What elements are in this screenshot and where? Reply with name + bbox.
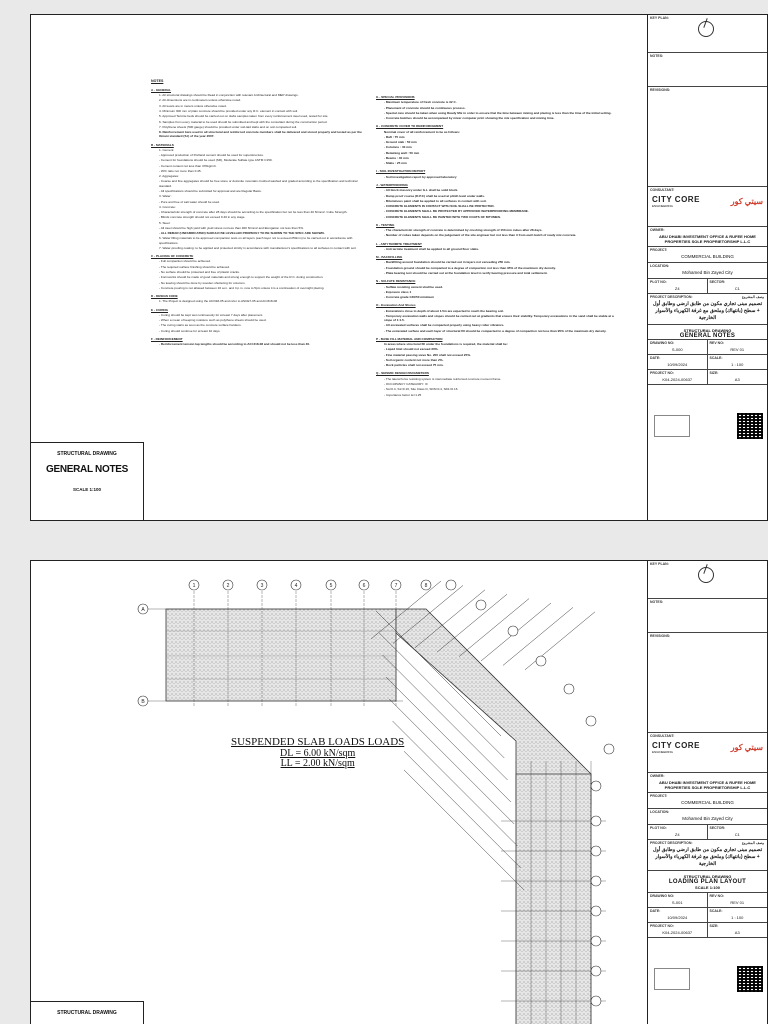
drawing-area	[31, 561, 649, 1024]
note-item: - Beams : 40 mm	[384, 155, 409, 160]
note-item: 5. Steel:	[159, 220, 171, 225]
revisions-cell	[648, 87, 767, 187]
key-plan-cell	[648, 561, 767, 599]
grid-bubble	[604, 744, 614, 754]
note-item: 6. Samples from every material to be used should be submitted and kept with the consultant during the construction period.	[159, 119, 328, 124]
grid-bubble	[564, 684, 574, 694]
project-value: COMMERCIAL BUILDING	[681, 800, 734, 806]
note-item: - ALL REBAR (UNFABRICATED) SHOULD BE LEVELLED PROPERLY TO BE SHOWN TO THE SPEC ARE SHOWN.	[159, 231, 325, 236]
brand-arabic: سيتي كور	[730, 743, 763, 752]
note-item: - Placement of concrete should be continuous process.	[384, 105, 466, 110]
drawing-info-grid	[648, 340, 767, 385]
note-item: - W/C ratio not more than 0.45.	[159, 168, 202, 173]
note-item: - Concrete batches should be accompanied by mixer computer print showing the mix specification and mixing time.	[384, 116, 555, 121]
plot-cell	[648, 825, 708, 840]
size-value: A3	[734, 376, 740, 382]
drawing-title-cell	[648, 871, 767, 893]
note-item: - Rock particles shall not exceed 75 mm.	[384, 363, 444, 368]
note-item: - Formworks should be made of good materials and strong enough to support the weight of the R.C. during construction.	[159, 275, 324, 280]
brand-arabic: سيتي كور	[730, 197, 763, 206]
right-notes-list	[376, 95, 614, 397]
owner-label: OWNER:	[650, 228, 665, 232]
project-cell	[648, 793, 767, 809]
note-item: - When a mean of keeping moisture such as polythene sheets should be used.	[159, 318, 267, 323]
plot-sector-row	[648, 825, 767, 840]
notes-column-right	[376, 91, 614, 397]
note-heading: B - MATERIALS	[151, 142, 174, 147]
note-heading: G - SPECIAL PROVISIONS	[376, 95, 415, 99]
note-heading: L - ANTI TERMITE TREATMENT	[376, 241, 422, 246]
grid-bubble	[591, 966, 601, 976]
consultant-cell	[648, 733, 767, 773]
rev-cell	[708, 893, 768, 908]
note-item: - Concrete grade C40/50 minimum	[384, 295, 435, 300]
key-plan-label: KEY PLAN:	[650, 16, 669, 20]
note-item: - Sulfate resisting cement shall be used.	[384, 284, 443, 289]
project-no-value: K04-2024-00637	[662, 929, 693, 935]
plan-line	[437, 594, 507, 652]
sector-label: SECTOR:	[709, 280, 726, 285]
plan-line	[393, 721, 518, 846]
drawing-category: STRUCTURAL DRAWING	[683, 873, 732, 879]
size-cell	[708, 923, 768, 938]
date-cell	[648, 908, 708, 923]
slab-loads-annotation	[231, 737, 404, 770]
brand-name: CITY CORE	[652, 195, 700, 204]
plot-cell	[648, 279, 708, 294]
scale-label: SCALE:	[709, 355, 723, 360]
title-box-category: STRUCTURAL DRAWING	[57, 451, 117, 457]
note-item: 6. Water filling materials to be approved compaction tests on all layers (each layer not to exceed 250mm) to be carried out in accordance with specifications.	[159, 236, 353, 245]
live-load: LL = 2.00 kN/sqm	[231, 759, 404, 770]
note-heading: E - CURING	[151, 307, 169, 312]
note-heading: I - SOIL INVESTIGATION REPORT	[376, 169, 426, 174]
drawing-title: LOADING PLAN LAYOUT	[668, 878, 747, 885]
north-arrow-icon	[698, 21, 714, 37]
grid-bubble	[586, 716, 596, 726]
slab-panel	[166, 609, 396, 701]
description-cell	[648, 294, 767, 324]
note-item: - Coarse and fine aggregates should be free stone or dolomite mountain crushed washed and graded according to the specification and technical standard.	[159, 179, 358, 188]
brand-subtitle: ENGINEERING	[652, 204, 674, 208]
title-box-title: GENERAL NOTES	[45, 464, 129, 475]
grid-label: B	[141, 698, 145, 705]
grid-bubble	[591, 936, 601, 946]
note-item: - Fine material passing sieve No. 200 shall not exceed 25%.	[384, 352, 471, 357]
note-heading: O - Excavation And Shores	[376, 303, 416, 308]
sector-value: C1	[734, 286, 740, 292]
location-label: LOCATION:	[650, 264, 670, 269]
sheet-title-box	[31, 1001, 144, 1024]
grid-bubble	[508, 626, 518, 636]
revisions-label: REVISIONS:	[650, 634, 671, 638]
note-item: - Excavations close to depth of about 1.5m are expected to reach the bearing soil.	[384, 308, 505, 313]
grid-label: 8	[424, 582, 428, 589]
note-item: - The required surface finishing should be achieved.	[159, 264, 230, 269]
note-item: - No surface should be protected and free of plastic cracks.	[159, 269, 240, 274]
note-item: 8. Reinforcement bars used in all structural and reinforced concrete members shall be delivered and stored properly and tested as per the Omani standard (S.I) of the year 2007.	[159, 130, 362, 139]
note-item: - OCCUPANCY CATEGORY: III	[384, 382, 428, 387]
note-item: - Damp proof course (D.P.C) shall be used at plinth level under walls.	[384, 193, 485, 198]
note-item: - Bituminous paint shall be applied to all surfaces in contact with soil.	[384, 198, 487, 203]
note-item: 4. Minimum 300 mm of plain concrete should be provided under any R.C. element in contact with soil.	[159, 109, 298, 114]
scale-value: 1 : 100	[731, 361, 744, 367]
drawing-scale-note: SCALE 1:100	[695, 884, 720, 890]
description-arabic: تصميم مبنى تجاري مكون من طابق ارضي وطابق أول + سطح (بانتهاك) وملحق مع غرفة الكهرباء والأسوار الخارجية	[652, 847, 763, 867]
note-item: - Soil investigation report by approved laboratory	[384, 174, 457, 179]
note-item: - Backfilling around foundation should be carried out in layers not exceeding 250 mm.	[384, 260, 511, 265]
description-label-arabic: وصف المشروع	[741, 295, 764, 300]
location-value: Mohamed Bin Zayed City	[682, 816, 733, 822]
note-heading: D - DESIGN CODE	[151, 294, 178, 299]
drawing-no-label: DRAWING NO:	[650, 340, 675, 345]
grid-bubble	[446, 580, 456, 590]
note-item: 1. All structural drawings should be Read in conjunction with relevant Architectural and MEP drawings.	[159, 93, 299, 98]
consultant-label: CONSULTANT:	[650, 734, 675, 738]
key-plan-cell	[648, 15, 767, 53]
size-value: A3	[734, 929, 740, 935]
size-label: SIZE:	[709, 370, 719, 375]
drawing-info-grid	[648, 893, 767, 938]
grid-bubble	[591, 996, 601, 1006]
drawing-no-label: DRAWING NO:	[650, 893, 675, 898]
grid-bubble	[591, 846, 601, 856]
note-item: - Liquid limit should not exceed 30%.	[384, 347, 439, 352]
grid-label: 4	[294, 582, 298, 589]
grid-bubble	[591, 906, 601, 916]
brand-name: CITY CORE	[652, 741, 700, 750]
plot-sector-row	[648, 279, 767, 294]
sheet-title-box	[31, 442, 144, 520]
north-arrow-icon	[698, 567, 714, 583]
left-notes-list	[151, 88, 371, 346]
note-item: 2. All dimensions are in centimeters unless otherwise noted.	[159, 98, 242, 103]
note-item: Nominal cover of all reinforcement to be as follows:	[384, 129, 460, 134]
plot-label: PLOT NO:	[650, 280, 667, 285]
dead-load: DL = 6.00 kN/sqm	[231, 749, 404, 760]
note-item: - Ground slab : 50 mm	[384, 140, 417, 145]
note-item: - Reinforcement tension lap lengths should be according to ACI 318-08 and should not be less than 40.	[159, 342, 310, 347]
rev-label: REV NO:	[709, 893, 725, 898]
title-box-scale: SCALE 1:100	[72, 487, 101, 492]
note-item: - Columns : 40 mm	[384, 145, 412, 150]
approval-stamp	[654, 968, 690, 990]
qr-code-icon	[737, 966, 763, 992]
note-item: - The curing starts as soon as the concrete surface hardens.	[159, 323, 242, 328]
date-label: DATE:	[650, 908, 661, 913]
project-no-cell	[648, 370, 708, 385]
note-item: 3. All levels are in meters unless otherwise noted.	[159, 103, 227, 108]
rev-value: REV 01	[730, 899, 745, 905]
note-item: - All excavated surfaces shall be compacted properly using heavy roller vibrators.	[384, 323, 505, 328]
notes-title: NOTES	[151, 79, 164, 83]
note-item: - Special care should be taken when using Ready Mix in order to ensure that the time between mixing and placing is less than the time of the initial setting.	[384, 110, 612, 115]
grid-bubble	[591, 781, 601, 791]
note-heading: J - WATERPROOFING	[376, 182, 408, 187]
title-box-category: STRUCTURAL DRAWING	[57, 1010, 117, 1016]
grid-label: A	[141, 606, 145, 613]
note-item: - Approved production of Portland cement should be used for superstructure.	[159, 153, 264, 158]
plot-value: Z4	[674, 286, 680, 292]
note-heading: K - TESTING	[376, 222, 395, 227]
note-item: - Ss=0.4, S1=0.16, Site Class D, SDS=0.4, SD1=0.16	[384, 387, 458, 392]
grid-bubble	[476, 600, 486, 610]
note-item: - All steel should be high yield with yield stress not less than 460 N/mm2 and Elongation not less than 5%.	[159, 225, 304, 230]
note-item: - Raft : 75 mm	[384, 134, 405, 139]
note-item: - Foundation ground should be compacted to a degree of compaction not less than 95% of the maximum dry density.	[384, 265, 556, 270]
note-item: - Curing should continue for at least 10 days.	[159, 328, 221, 333]
note-item: - Cement for foundations should be used (SR), Moderate Sulfate type ASTM C150.	[159, 158, 273, 163]
note-item: - Pure and free of salt water should be used.	[159, 199, 220, 204]
grid-label: 6	[362, 582, 366, 589]
scale-value: 1 : 100	[731, 914, 744, 920]
title-block	[647, 561, 767, 1024]
note-item: - Full compaction should be achieved.	[159, 259, 211, 264]
owner-value: ABU DHABI INVESTMENT OFFICE & RUFEE HOME PROPERTIES SOLE PROPRIETORSHIP L.L.C	[659, 234, 756, 245]
grid-label: 7	[394, 582, 398, 589]
description-label-arabic: وصف المشروع	[741, 841, 764, 846]
description-label: PROJECT DESCRIPTION:	[650, 295, 693, 300]
title-block	[647, 15, 767, 520]
note-item: 5. Approved Termite beds should be carried out on slabs samples taken from every reinforcement steel used, tested for site.	[159, 114, 329, 119]
project-no-value: K04-2024-00637	[662, 376, 693, 382]
grid-bubble	[536, 656, 546, 666]
drawing-sheet-loading-plan	[30, 560, 768, 1024]
note-heading: F - REINFORCEMENT	[151, 336, 183, 341]
note-item: - CONCRETE ELEMENTS IN CONTACT WITH SOIL SHALL BE PROTECTED.	[384, 204, 495, 209]
note-item: - Concrete pouring is not allowed between 10 a.m. and 4 p.m. now to 5pm unless it is a continuation of overnight placing.	[159, 285, 325, 290]
description-arabic: تصميم مبنى تجاري مكون من طابق ارضي وطابق أول + سطح (بانتهاك) وملحق مع غرفة الكهرباء والأسوار الخارجية	[652, 301, 763, 321]
note-item: 7. Water-proofing coating: to be applied and protected strictly in accordance with manufacturer's specifications to all surfaces in contact with soil.	[159, 245, 357, 250]
description-cell	[648, 840, 767, 870]
note-item: - The excavated surface and each layer of structural fill should be compacted to a degree of compaction not less than 95% of the maximum dry density.	[384, 328, 607, 333]
plan-line	[459, 599, 529, 657]
notes-column-left	[151, 79, 371, 346]
note-item: - All block masonry under G.L shall be solid block.	[384, 188, 459, 193]
owner-cell	[648, 227, 767, 247]
note-heading: C - PLACING OF CONCRETE	[151, 254, 194, 259]
date-cell	[648, 355, 708, 370]
revisions-label: REVISIONS:	[650, 88, 671, 92]
note-item: - Blinds concrete strength should not exceed 0.40 in any stage.	[159, 215, 246, 220]
note-heading: Q - SEISMIC DESIGN PARAMETERS	[376, 371, 429, 376]
plan-line	[525, 612, 595, 670]
owner-cell	[648, 773, 767, 793]
note-item: - CONCRETE ELEMENTS SHALL BE PROTECTED BY APPROVED WATERPROOFING MEMBRANE.	[384, 209, 529, 214]
project-cell	[648, 247, 767, 263]
notes-label: NOTES:	[650, 54, 664, 58]
note-item: - Cement content not less than 370kg/m3.	[159, 163, 217, 168]
note-item: - Anti termite treatment shall be applied to all ground floor slabs.	[384, 246, 479, 251]
note-item: - CONCRETE ELEMENTS SHALL BE PAINTED WITH TWO COATS OF BITUMEN.	[384, 214, 501, 219]
note-item: - Maximum temperature of fresh concrete is 32 C.	[384, 100, 457, 105]
drawing-no-value: S-000	[671, 346, 683, 352]
grid-label: 3	[260, 582, 264, 589]
grid-label: 2	[226, 582, 230, 589]
note-item: - Soil organic content not more than 2%.	[384, 357, 444, 362]
note-item: - Characteristic strength of concrete after 28 days should be according to the specification but not be less than 40 N/mm2. Cube Strength.	[159, 210, 348, 215]
note-item: - The characteristic strength of concrete is determined by crushing strength of 150 mm cubes after 28 days.	[384, 228, 543, 233]
note-heading: M - BACKFILLING	[376, 255, 403, 260]
note-heading: N - SULFATE RESISTANCE	[376, 279, 416, 284]
note-item: 1. The Project is designed using the ACI318-05 and refer to ASCE7-05 and ACI318-08	[159, 299, 278, 304]
scale-cell	[708, 355, 768, 370]
plan-line	[396, 743, 521, 868]
notes-label: NOTES:	[650, 600, 664, 604]
consultant-cell	[648, 187, 767, 227]
location-cell	[648, 263, 767, 279]
location-value: Mohamed Bin Zayed City	[682, 270, 733, 276]
date-value: 10/09/2024	[667, 914, 688, 920]
note-item: 3. Water:	[159, 194, 172, 199]
note-item: - Slabs : 25 mm	[384, 161, 407, 166]
drawing-title: GENERAL NOTES	[679, 332, 736, 339]
note-item: - Retaining wall : 50 mm	[384, 150, 420, 155]
sector-cell	[708, 279, 768, 294]
plot-value: Z4	[674, 832, 680, 838]
sector-label: SECTOR:	[709, 826, 726, 831]
project-no-cell	[648, 923, 708, 938]
scale-label: SCALE:	[709, 908, 723, 913]
note-heading: H - CONCRETE COVER TO REINFORCEMENT	[376, 124, 444, 129]
qr-code-icon	[737, 413, 763, 439]
drawing-no-cell	[648, 340, 708, 355]
project-no-label: PROJECT NO:	[650, 370, 674, 375]
note-item: - No leaving should be done by wooden shuttering for columns.	[159, 280, 246, 285]
note-item: - Exposure class 1	[384, 289, 412, 294]
revisions-cell	[648, 633, 767, 733]
grid-bubble	[591, 816, 601, 826]
location-cell	[648, 809, 767, 825]
project-no-label: PROJECT NO:	[650, 923, 674, 928]
grid-label: 5	[329, 582, 333, 589]
key-plan-label: KEY PLAN:	[650, 562, 669, 566]
brand-subtitle: ENGINEERING	[652, 750, 674, 754]
approval-stamp	[654, 415, 690, 437]
size-cell	[708, 370, 768, 385]
slab-panel	[516, 774, 591, 1024]
grid-bubble	[591, 876, 601, 886]
note-item: - The lateral force resisting system is intermediate reinforced concrete moment frame.	[384, 376, 502, 381]
note-item: 1. Cement:	[159, 147, 175, 152]
notes-cell	[648, 53, 767, 87]
note-item: In areas where structural fill under the foundations is required, the material shall be:	[384, 342, 508, 347]
location-label: LOCATION:	[650, 810, 670, 815]
note-item: - Number of cubes taken depends on the judgement of the site engineer but not less than 3 from each batch of ready mix concrete.	[384, 233, 577, 238]
rev-value: REV 01	[730, 346, 745, 352]
date-value: 10/09/2024	[667, 361, 688, 367]
drawing-no-value: S-001	[671, 899, 683, 905]
drawing-sheet-general-notes	[30, 14, 768, 521]
note-item: - Importance factor Ie=1.25	[384, 392, 422, 397]
consultant-label: CONSULTANT:	[650, 188, 675, 192]
note-item: - Plate bearing test should be carried out at the foundation level to verify bearing pressure and total settlement.	[384, 270, 548, 275]
plan-line	[399, 765, 524, 890]
note-item: 2. Aggregates:	[159, 174, 179, 179]
sector-cell	[708, 825, 768, 840]
grid-label: 1	[192, 582, 196, 589]
owner-label: OWNER:	[650, 774, 665, 778]
note-item: - Curing should be kept wet continuously for at least 7 days after placement.	[159, 312, 264, 317]
size-label: SIZE:	[709, 923, 719, 928]
sector-value: C1	[734, 832, 740, 838]
project-value: COMMERCIAL BUILDING	[681, 254, 734, 260]
note-heading: A - GENERAL	[151, 87, 171, 92]
note-item: - All specifications should be submitted for approval and are Regular Basis.	[159, 189, 262, 193]
note-item: 4. Concrete:	[159, 204, 176, 209]
note-item: - Temporary excavation walls and slopes should be carried out at gradients that ensure their stability. Temporary excavations in the sand shall be stable at a slope of 1:1.5.	[384, 313, 614, 323]
note-heading: P - BASE FILL MATERIAL AND COMPACTION	[376, 336, 443, 341]
scale-cell	[708, 908, 768, 923]
description-label: PROJECT DESCRIPTION:	[650, 841, 693, 846]
drawing-area	[31, 15, 649, 520]
note-item: 7. Polythene sheets (500 gauge) should be provided under soil-laid slabs and on soil compacted soil.	[159, 124, 298, 129]
rev-cell	[708, 340, 768, 355]
notes-cell	[648, 599, 767, 633]
stamps-area	[648, 938, 767, 998]
loading-plan-drawing	[31, 561, 649, 1024]
rev-label: REV NO:	[709, 340, 725, 345]
project-label: PROJECT:	[650, 248, 668, 253]
drawing-title-cell	[648, 325, 767, 340]
drawing-no-cell	[648, 893, 708, 908]
plot-label: PLOT NO:	[650, 826, 667, 831]
stamps-area	[648, 385, 767, 445]
date-label: DATE:	[650, 355, 661, 360]
drawing-category: STRUCTURAL DRAWING	[683, 327, 732, 333]
loads-title: SUSPENDED SLAB LOADS LOADS	[231, 736, 405, 748]
owner-value: ABU DHABI INVESTMENT OFFICE & RUFEE HOME PROPERTIES SOLE PROPRIETORSHIP L.L.C	[659, 780, 756, 791]
project-label: PROJECT:	[650, 794, 668, 799]
